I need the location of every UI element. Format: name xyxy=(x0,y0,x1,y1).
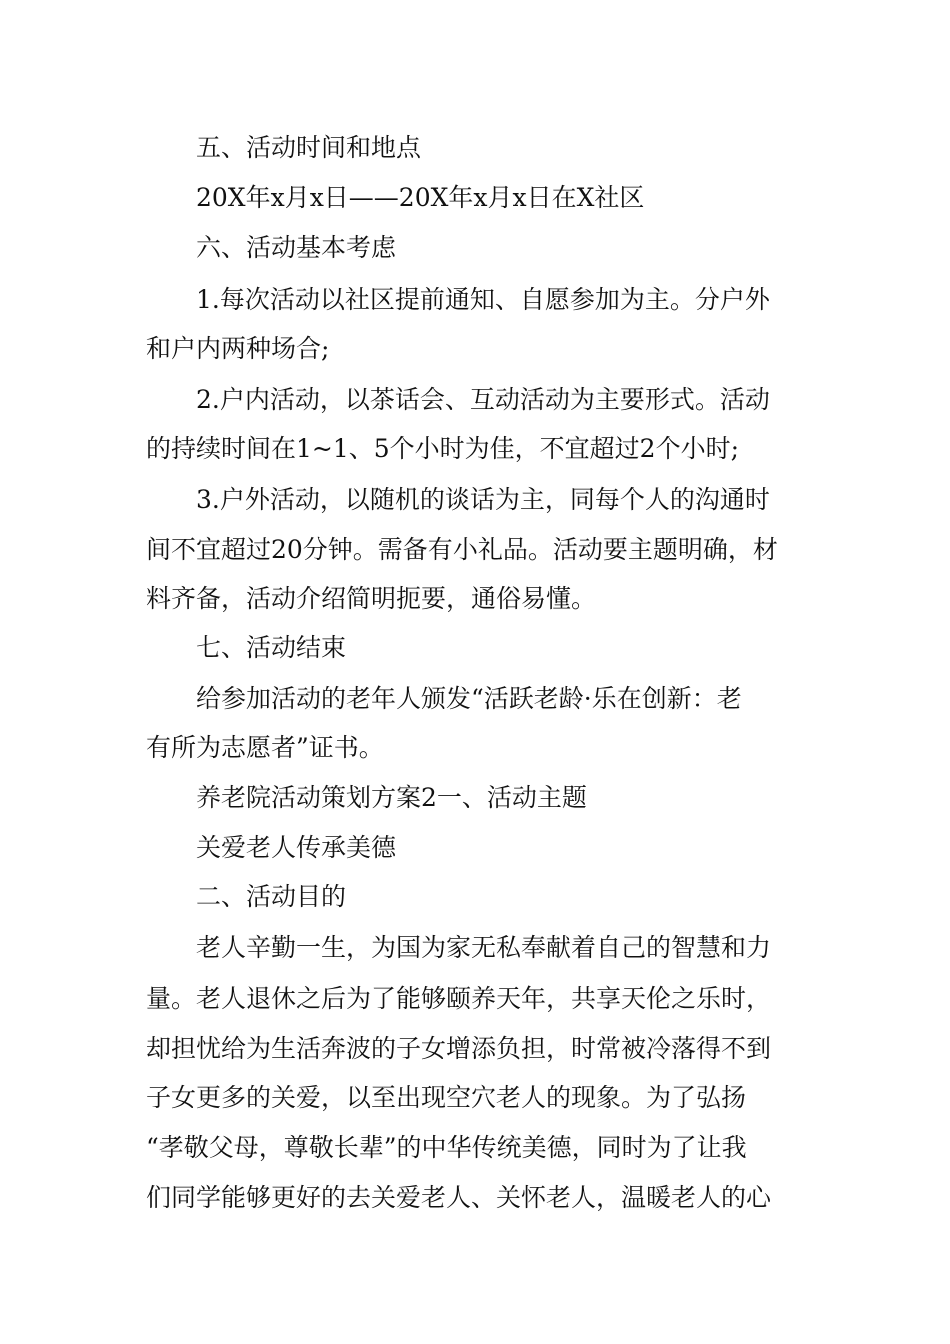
heading-section-5: 五、活动时间和地点 xyxy=(196,133,422,162)
text-line: 20X年x月x日——20X年x月x日在X社区 xyxy=(196,183,645,212)
heading-section-2: 二、活动目的 xyxy=(196,882,347,911)
text-line: “孝敬父母，尊敬长辈”的中华传统美德，同时为了让我 xyxy=(146,1133,747,1162)
text-line: 量。老人退休之后为了能够颐养天年，共享天伦之乐时， xyxy=(146,984,772,1013)
text-line: 有所为志愿者”证书。 xyxy=(146,733,384,762)
text-line: 们同学能够更好的去关爱老人、关怀老人，温暖老人的心 xyxy=(146,1183,772,1212)
text-line: 子女更多的关爱，以至出现空穴老人的现象。为了弘扬 xyxy=(146,1083,747,1112)
text-line: 老人辛勤一生，为国为家无私奉献着自己的智慧和力 xyxy=(196,933,772,962)
text-line: 和户内两种场合; xyxy=(146,334,330,363)
text-line: 料齐备，活动介绍简明扼要，通俗易懂。 xyxy=(146,584,597,613)
heading-section-7: 七、活动结束 xyxy=(196,633,347,662)
text-line: 间不宜超过20分钟。需备有小礼品。活动要主题明确，材 xyxy=(146,535,778,564)
heading-plan-2: 养老院活动策划方案2一、活动主题 xyxy=(196,783,587,812)
text-line: 却担忧给为生活奔波的子女增添负担，时常被冷落得不到 xyxy=(146,1034,772,1063)
text-line: 3.户外活动，以随机的谈话为主，同每个人的沟通时 xyxy=(196,485,770,514)
text-line: 1.每次活动以社区提前通知、自愿参加为主。分户外 xyxy=(196,285,770,314)
text-line: 的持续时间在1~1、5个小时为佳，不宜超过2个小时; xyxy=(146,434,739,463)
text-line: 关爱老人传承美德 xyxy=(196,833,397,862)
text-line: 给参加活动的老年人颁发“活跃老龄·乐在创新：老 xyxy=(196,684,742,713)
text-line: 2.户内活动，以茶话会、互动活动为主要形式。活动 xyxy=(196,385,770,414)
heading-section-6: 六、活动基本考虑 xyxy=(196,233,397,262)
